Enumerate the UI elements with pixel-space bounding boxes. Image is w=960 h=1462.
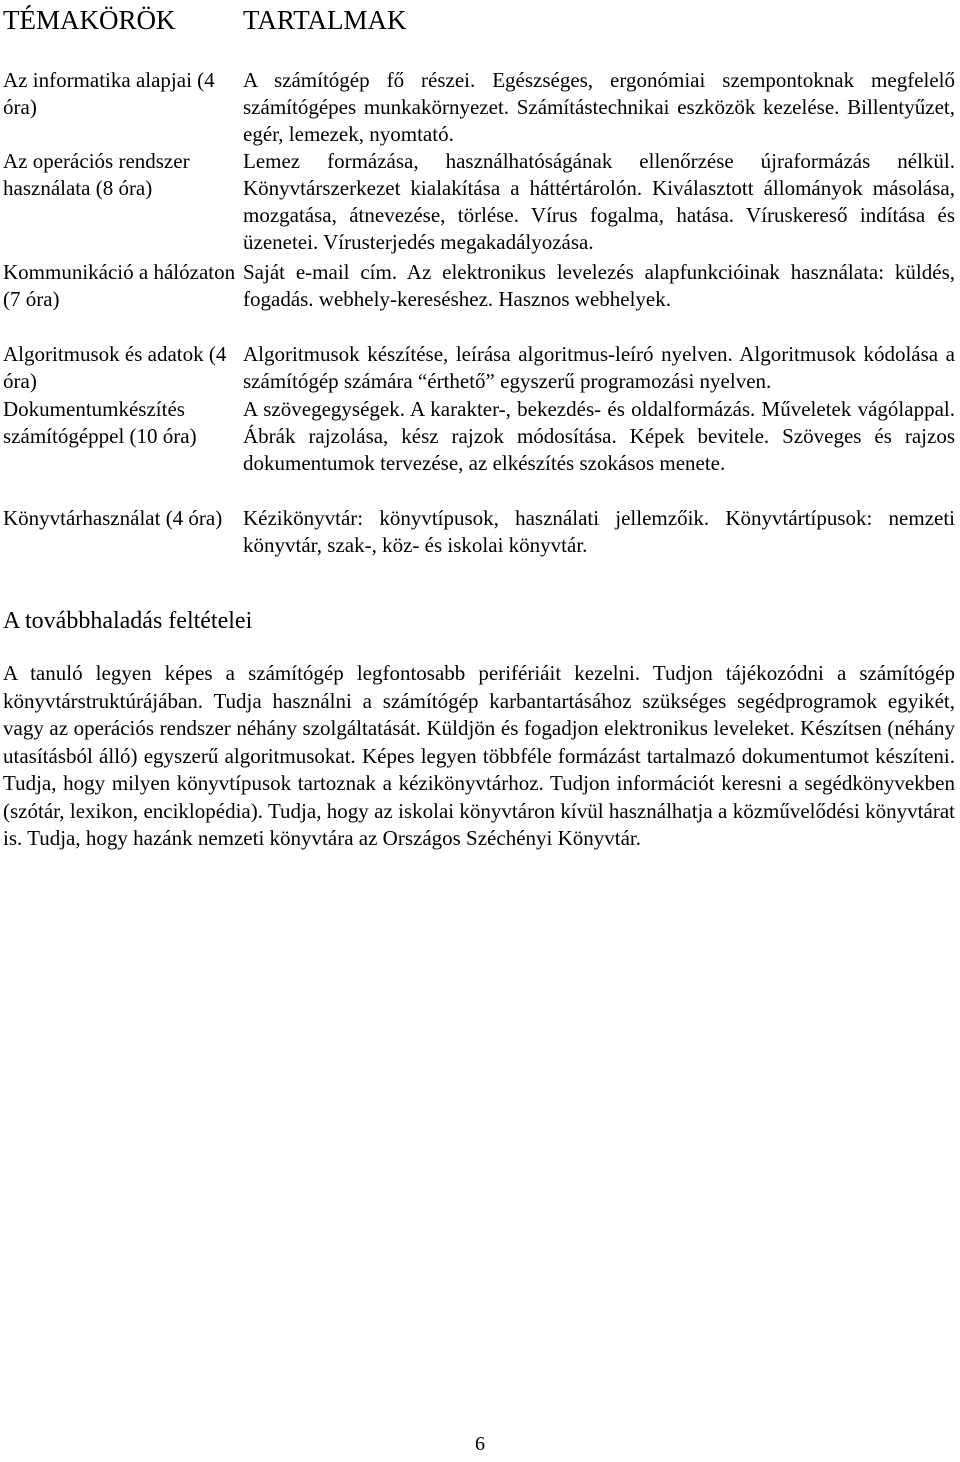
page-number: 6 <box>475 1433 485 1455</box>
topic-name-algorithms: Algoritmusok és adatok (4 óra) <box>3 342 227 393</box>
topics-heading: TÉMAKÖRÖK <box>3 5 176 35</box>
contents-heading: TARTALMAK <box>243 5 407 35</box>
requirements-title: A továbbhaladás feltételei <box>3 608 253 634</box>
requirements-paragraph: A tanuló legyen képes a számítógép legfontosabb perifériáit kezelni. Tudjon tájékozódni a számítógép könyvtárstruktúrájában. Tudja használni a számítógép karbantartásához szükséges segédprogramok egyikét, vagy az operációs rendszer néhány szolgáltatását. Küldjön és fogadjon elektronikus leveleket. Készítsen (néhány utasításból álló) egyszerű algoritmusokat. Képes legyen többféle formázást tartalmazó dokumentumot készíteni. Tudja, hogy milyen könyvtípusok tartoznak a kézikönyvtárhoz. Tudjon információt keresni a segédkönyvekben (szótár, lexikon, enciklopédia). Tudja, hogy az iskolai könyvtáron kívül használhatja a közművelődési könyvtárat is. Tudja, hogy hazánk nemzeti könyvtára az Országos Széchényi Könyvtár. <box>3 661 955 850</box>
topic-name-network: Kommunikáció a hálózaton (7 óra) <box>3 260 236 311</box>
topic-content-library: Kézikönyvtár: könyvtípusok, használati jellemzőik. Könyvtártípusok: nemzeti könyvtár, szak-, köz- és iskolai könyvtár. <box>243 506 955 557</box>
topic-name-library: Könyvtárhasználat (4 óra) <box>3 506 223 530</box>
topic-content-informatics: A számítógép fő részei. Egészséges, ergonómiai szempontoknak megfelelő számítógépes munkakörnyezet. Számítástechnikai eszközök kezelése. Billentyűzet, egér, lemezek, nyomtató. <box>243 68 955 146</box>
topic-content-documents: A szövegegységek. A karakter-, bekezdés- és oldalformázás. Műveletek vágólappal. Ábrák rajzolása, kész rajzok módosítása. Képek bevitele. Szöveges és rajzos dokumentumok tervezése, az elkészítés szokásos menete. <box>243 397 955 475</box>
topic-name-informatics: Az informatika alapjai (4 óra) <box>3 68 215 119</box>
topic-name-operating-system: Az operációs rendszer használata (8 óra) <box>3 149 190 200</box>
topic-content-algorithms: Algoritmusok készítése, leírása algoritmus-leíró nyelven. Algoritmusok kódolása a számítógép számára “érthető” egyszerű programozási nyelven. <box>243 342 955 393</box>
topic-name-documents: Dokumentumkészítés számítógéppel (10 óra) <box>3 397 197 448</box>
topic-content-network: Saját e-mail cím. Az elektronikus levelezés alapfunkcióinak használata: küldés, fogadás. webhely-kereséshez. Hasznos webhelyek. <box>243 260 955 311</box>
topic-content-operating-system: Lemez formázása, használhatóságának ellenőrzése újraformázás nélkül. Könyvtárszerkezet kialakítása a háttértárolón. Kiválasztott állományok másolása, mozgatása, átnevezése, törlése. Vírus fogalma, hatása. Víruskereső indítása és üzenetei. Vírusterjedés megakadályozása. <box>243 149 955 254</box>
